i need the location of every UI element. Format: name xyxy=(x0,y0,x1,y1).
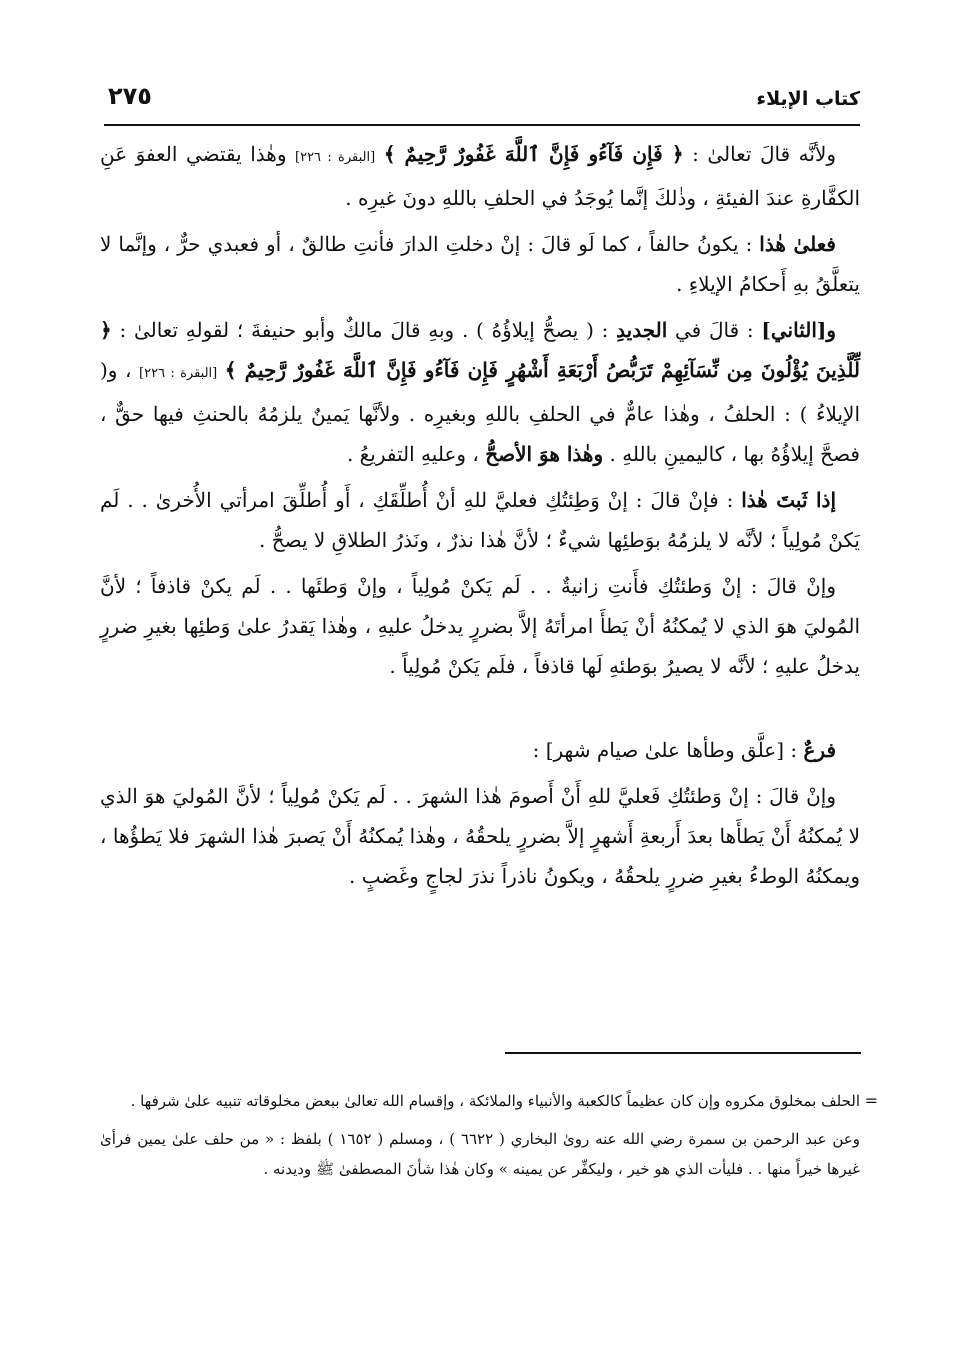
p4-lead: إذا ثَبتَ هٰذا xyxy=(741,488,836,512)
branch-title: : [علَّق وطأها علىٰ صيام شهر] : xyxy=(532,738,798,762)
paragraph-3 xyxy=(100,310,860,474)
p3-text-b: : ( يصحُّ إيلاؤُهُ ) . وبهِ قالَ مالكٌ وأبو حنيفةَ ؛ لقولهِ تعالىٰ : xyxy=(119,318,609,342)
footnote-2: وعن عبد الرحمن بن سمرة رضي الله عنه روىٰ البخاري ( ٦٦٢٢ ) ، ومسلم ( ١٦٥٢ ) بلفظ : « من حلف علىٰ يمين فرأىٰ غيرها خيراً منها . . فليأت الذي هو خير ، وليكفِّر عن يمينه » وكان هٰذا شأنَ المصطفىٰ ﷺ وديدنه . xyxy=(100,1130,860,1178)
p3-text-d: ، وعليهِ التفريعُ . xyxy=(346,442,479,466)
branch-heading xyxy=(100,730,860,770)
chapter-title: كتاب الإيلاء xyxy=(756,88,860,110)
quran-verse-1: ﴿ فَإِن فَآءُو فَإِنَّ ٱللَّهَ غَفُورٌ رَّحِيمٌ ﴾ xyxy=(383,142,684,166)
p3-text-c: ، و( الإيلاءُ ) : الحلفُ ، وهٰذا عامٌّ في الحلفِ باللهِ وبغيرِه . ولأنَّها يَمينٌ يلزمُهُ بالحنثِ فيها حقٌّ ، فصحَّ إيلاؤُهُ بها ، كاليمينِ باللهِ . xyxy=(100,358,860,466)
page-header xyxy=(108,82,860,122)
quran-verse-2: ﴿ لِّلَّذِينَ يُؤْلُونَ مِن نِّسَآئِهِمْ تَرَبُّصُ أَرْبَعَةِ أَشْهُرٍ فَإِن فَآءُو فَإِنَّ ٱللَّهَ غَفُورٌ رَّحِيمٌ ﴾ xyxy=(100,318,861,382)
verse-ref-1: [البقرة : ٢٢٦] xyxy=(295,150,376,165)
paragraph-1 xyxy=(100,134,860,218)
paragraph-6: وإنْ قالَ : إنْ وَطئتُكِ فَعليَّ للهِ أَنْ أَصومَ هٰذا الشهرَ . . لَم يَكنْ مُولِياً ؛ لأنَّ المُوليَ هوَ الذي لا يُمكنُهُ أَنْ يَطأَها بعدَ أَربعةِ أَشهرٍ إلاَّ بضررٍ يلحقُهُ ، وهٰذا يُمكنُهُ أَنْ يَصبرَ هٰذا الشهرَ فلا يَطؤُها ، ويمكنُهُ الوطءُ بغيرِ ضررٍ يلحقُهُ ، ويكونُ ناذراً نذرَ لجاجٍ وغَضبٍ . xyxy=(100,784,860,888)
paragraph-2 xyxy=(100,224,860,304)
branch-label: فرعٌ xyxy=(803,738,836,762)
p3-lead: و[الثاني] xyxy=(761,318,837,342)
p2-text: : يكونُ حالفاً ، كما لَو قالَ : إنْ دخلتِ الدارَ فأنتِ طالقٌ ، أو فعبدي حرٌّ ، وإنَّما لا يتعلَّقُ بهِ أَحكامُ الإيلاءِ . xyxy=(100,232,860,296)
footnote-rule xyxy=(505,1052,861,1054)
p1-intro: ولأنَّه قالَ تعالىٰ : xyxy=(692,142,837,166)
p2-lead: فعلىٰ هٰذا xyxy=(759,232,836,256)
verse-ref-2: [البقرة : ٢٢٦] xyxy=(139,366,218,381)
header-rule xyxy=(104,124,860,126)
paragraph-4 xyxy=(100,480,860,560)
p3-jadid: الجديدِ xyxy=(616,318,668,342)
footnote-continuation-marker: = xyxy=(864,1091,878,1110)
footnotes xyxy=(100,1086,878,1192)
page-number: ٢٧٥ xyxy=(108,82,152,110)
paragraph-5: وإنْ قالَ : إنْ وَطئتُكِ فأَنتِ زانيةٌ . . لَم يَكنْ مُولِياً ، وإنْ وَطئَها . . لَم يكنْ قاذفاً ؛ لأنَّ المُوليَ هوَ الذي لا يُمكنُهُ أنْ يَطأَ امرأتَهُ إلاَّ بضررٍ يدخلُ عليهِ ، وهٰذا يَقدرُ علىٰ وَطئِها بغيرِ ضررٍ يدخلُ عليهِ ؛ لأنَّه لا يصيرُ بوَطئهِ لَها قاذفاً ، فلَم يَكنْ مُولِياً . xyxy=(100,574,860,678)
footnote-1: الحلف بمخلوق مكروه وإن كان عظيماً كالكعبة والأنبياء والملائكة ، وإقسام الله تعالىٰ ببعض مخلوقاته تنبيه علىٰ شرفها . xyxy=(130,1092,860,1110)
main-text xyxy=(100,134,860,902)
p1-text: وهٰذا يقتضي العفوَ عَنِ الكفَّارةِ عندَ الفيئةِ ، وذٰلكَ إنَّما يُوجَدُ في الحلفِ باللهِ دونَ غيرِه . xyxy=(100,142,860,210)
p4-text: : فإنْ قالَ : إنْ وَطِئتُكِ فعليَّ للهِ أنْ أُطلِّقَكِ ، أَو أُطلِّقَ امرأتي الأُخرىٰ . . لَم يَكنْ مُولِياً ؛ لأنَّه لا يلزمُهُ بوَطئِها شيءٌ ؛ لأنَّ هٰذا نذرٌ ، ونَذرُ الطلاقِ لا يصحُّ . xyxy=(100,488,860,552)
p3-text-a: : قالَ في xyxy=(675,318,754,342)
p3-asahh: وهٰذا هوَ الأصحُّ xyxy=(485,442,604,466)
